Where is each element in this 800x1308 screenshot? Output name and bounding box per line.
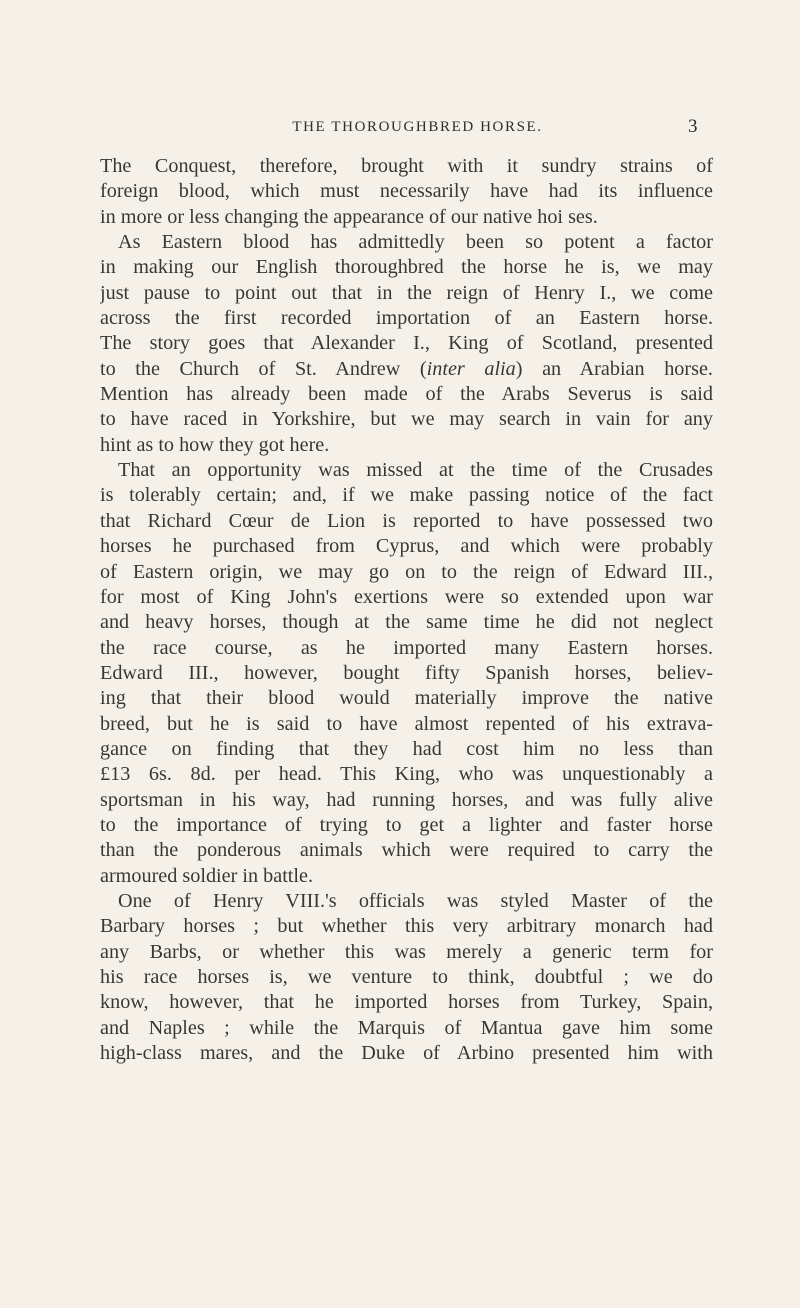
text-line: That an opportunity was missed at the time of the Crusades	[118, 459, 713, 482]
text-line: Barbary horses ; but whether this very arbitrary monarch had	[100, 915, 713, 938]
text-line: of Eastern origin, we may go on to the reign of Edward III.,	[100, 560, 713, 583]
text-line: than the ponderous animals which were required to carry the	[100, 839, 713, 862]
text-line: the race course, as he imported many Eastern horses.	[100, 636, 713, 659]
text-line: is tolerably certain; and, if we make passing notice of the fact	[100, 484, 713, 507]
text-line-with-italic	[100, 357, 713, 382]
text-line: for most of King John's exertions were so extended upon war	[100, 585, 713, 608]
page-header	[120, 118, 715, 136]
text-line: hint as to how they got here.	[100, 433, 330, 456]
text-line: to the importance of trying to get a lighter and faster horse	[100, 813, 713, 836]
text-line: The story goes that Alexander I., King of Scotland, presented	[100, 332, 713, 355]
text-segment: to the Church of St. Andrew (	[100, 357, 427, 380]
running-head: THE THOROUGHBRED HORSE.	[292, 119, 543, 135]
text-line: horses he purchased from Cyprus, and which were probably	[100, 535, 713, 558]
text-line: The Conquest, therefore, brought with it sundry strains of	[100, 155, 713, 177]
text-line: his race horses is, we venture to think, doubtful ; we do	[100, 966, 713, 988]
text-line: sportsman in his way, had running horses, and was fully alive	[100, 788, 713, 811]
text-line: just pause to point out that in the reign of Henry I., we come	[100, 281, 713, 304]
text-line: high-class mares, and the Duke of Arbino presented him with	[100, 1042, 713, 1065]
text-line: and Naples ; while the Marquis of Mantua gave him some	[100, 1016, 713, 1039]
text-line: As Eastern blood has admittedly been so potent a factor	[118, 231, 713, 254]
text-line: Mention has already been made of the Arabs Severus is said	[100, 383, 713, 406]
page-number: 3	[688, 116, 698, 137]
text-line: know, however, that he imported horses from Turkey, Spain,	[100, 991, 713, 1014]
text-line: and heavy horses, though at the same time he did not neglect	[100, 611, 713, 634]
text-line: Edward III., however, bought fifty Spanish horses, believ-	[100, 661, 713, 684]
text-line: gance on finding that they had cost him no less than	[100, 737, 713, 760]
text-line: across the first recorded importation of an Eastern horse.	[100, 307, 713, 330]
text-line: ing that their blood would materially improve the native	[100, 687, 713, 710]
text-line: armoured soldier in battle.	[100, 864, 314, 887]
text-line: foreign blood, which must necessarily have had its influence	[100, 180, 713, 203]
italic-phrase: inter alia	[426, 357, 516, 380]
text-line: any Barbs, or whether this was merely a generic term for	[100, 940, 713, 963]
text-line: One of Henry VIII.'s officials was styled Master of the	[118, 889, 713, 912]
text-line: that Richard Cœur de Lion is reported to have possessed two	[100, 509, 713, 532]
text-segment: ) an Arabian horse.	[515, 357, 713, 380]
text-line: breed, but he is said to have almost repented of his extrava-	[100, 712, 713, 735]
body-text	[100, 154, 713, 1066]
text-line: in making our English thoroughbred the horse he is, we may	[100, 256, 713, 279]
text-line: in more or less changing the appearance of our native hoi ses.	[100, 205, 598, 228]
text-line: £13 6s. 8d. per head. This King, who was unquestionably a	[100, 763, 713, 786]
text-line: to have raced in Yorkshire, but we may search in vain for any	[100, 408, 713, 431]
